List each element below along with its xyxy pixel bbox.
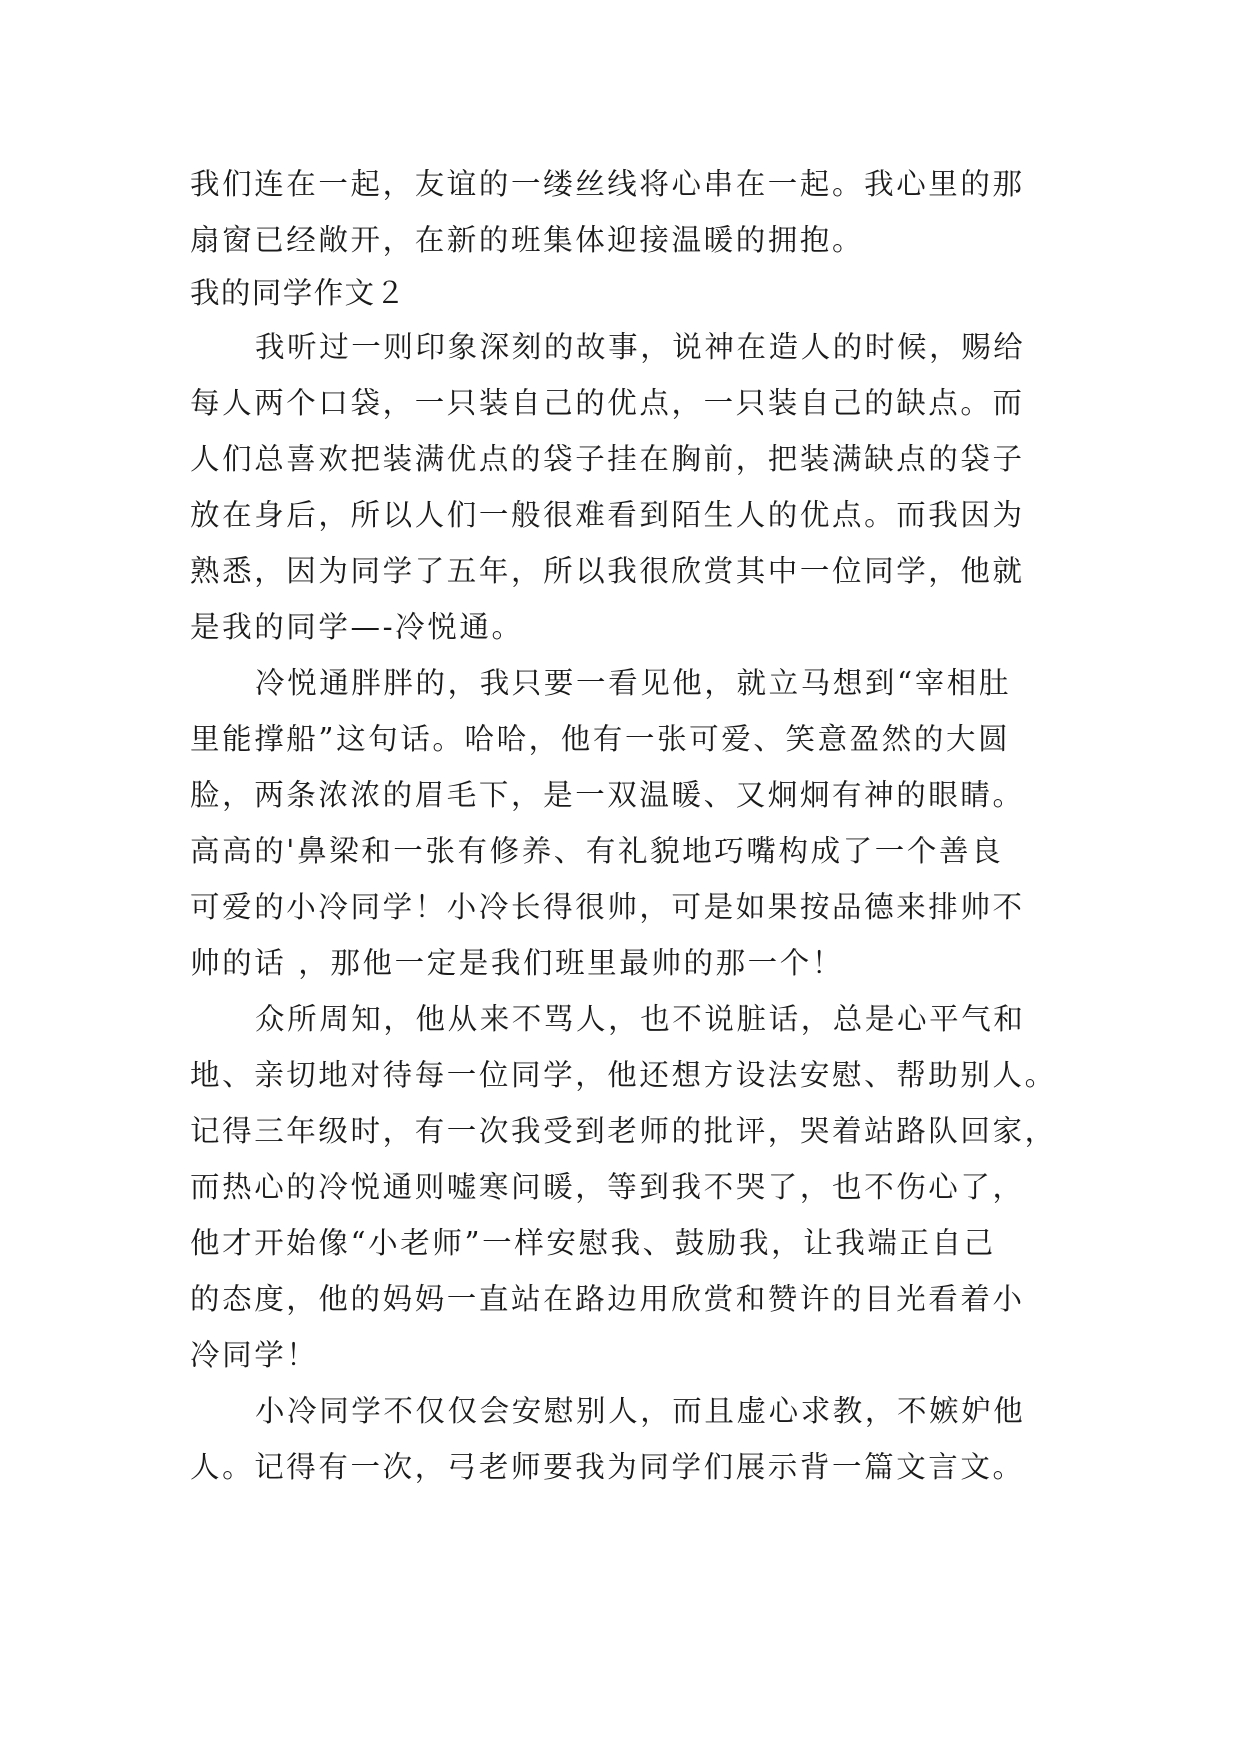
paragraph-2-line-4: 高高的'鼻梁和一张有修养、有礼貌地巧嘴构成了一个善良 (190, 834, 1004, 868)
continuation-line-2: 扇窗已经敞开，在新的班集体迎接温暖的拥抱。 (190, 223, 865, 257)
paragraph-1-line-3: 人们总喜欢把装满优点的袋子挂在胸前，把装满缺点的袋子 (190, 442, 1025, 476)
paragraph-4-line-2: 人。记得有一次，弓老师要我为同学们展示背一篇文言文。 (190, 1450, 1025, 1484)
paragraph-2-line-5: 可爱的小冷同学！小冷长得很帅，可是如果按品德来排帅不 (190, 890, 1025, 924)
paragraph-4-line-1: 小冷同学不仅仅会安慰别人，而且虚心求教，不嫉妒他 (255, 1394, 1026, 1428)
paragraph-1-line-4: 放在身后，所以人们一般很难看到陌生人的优点。而我因为 (190, 498, 1025, 532)
paragraph-1-line-1: 我听过一则印象深刻的故事，说神在造人的时候，赐给 (255, 330, 1026, 364)
section-title: 我的同学作文２ (190, 276, 407, 310)
paragraph-1-line-2: 每人两个口袋，一只装自己的优点，一只装自己的缺点。而 (190, 386, 1025, 420)
paragraph-2-line-2: 里能撑船”这句话。哈哈，他有一张可爱、笑意盈然的大圆 (190, 722, 1011, 756)
paragraph-3-line-3: 记得三年级时，有一次我受到老师的批评，哭着站路队回家， (190, 1114, 1057, 1148)
paragraph-3-line-4: 而热心的冷悦通则嘘寒问暖，等到我不哭了，也不伤心了， (190, 1170, 1025, 1204)
paragraph-1-line-6: 是我的同学—-冷悦通。 (190, 610, 524, 644)
paragraph-3-line-1: 众所周知，他从来不骂人，也不说脏话，总是心平气和 (255, 1002, 1026, 1036)
paragraph-3-line-6: 的态度，他的妈妈一直站在路边用欣赏和赞许的目光看着小 (190, 1282, 1025, 1316)
paragraph-2-line-6: 帅的话 ，那他一定是我们班里最帅的那一个！ (190, 946, 844, 980)
paragraph-3-line-7: 冷同学！ (190, 1338, 319, 1372)
paragraph-3-line-2: 地、亲切地对待每一位同学，他还想方设法安慰、帮助别人。 (190, 1058, 1057, 1092)
paragraph-2-line-1: 冷悦通胖胖的，我只要一看见他，就立马想到“宰相肚 (255, 666, 1011, 700)
paragraph-3-line-5: 他才开始像“小老师”一样安慰我、鼓励我，让我端正自己 (190, 1226, 996, 1260)
paragraph-1-line-5: 熟悉，因为同学了五年，所以我很欣赏其中一位同学，他就 (190, 554, 1025, 588)
paragraph-2-line-3: 脸，两条浓浓的眉毛下，是一双温暖、又炯炯有神的眼睛。 (190, 778, 1025, 812)
continuation-line-1: 我们连在一起，友谊的一缕丝线将心串在一起。我心里的那 (190, 167, 1025, 201)
